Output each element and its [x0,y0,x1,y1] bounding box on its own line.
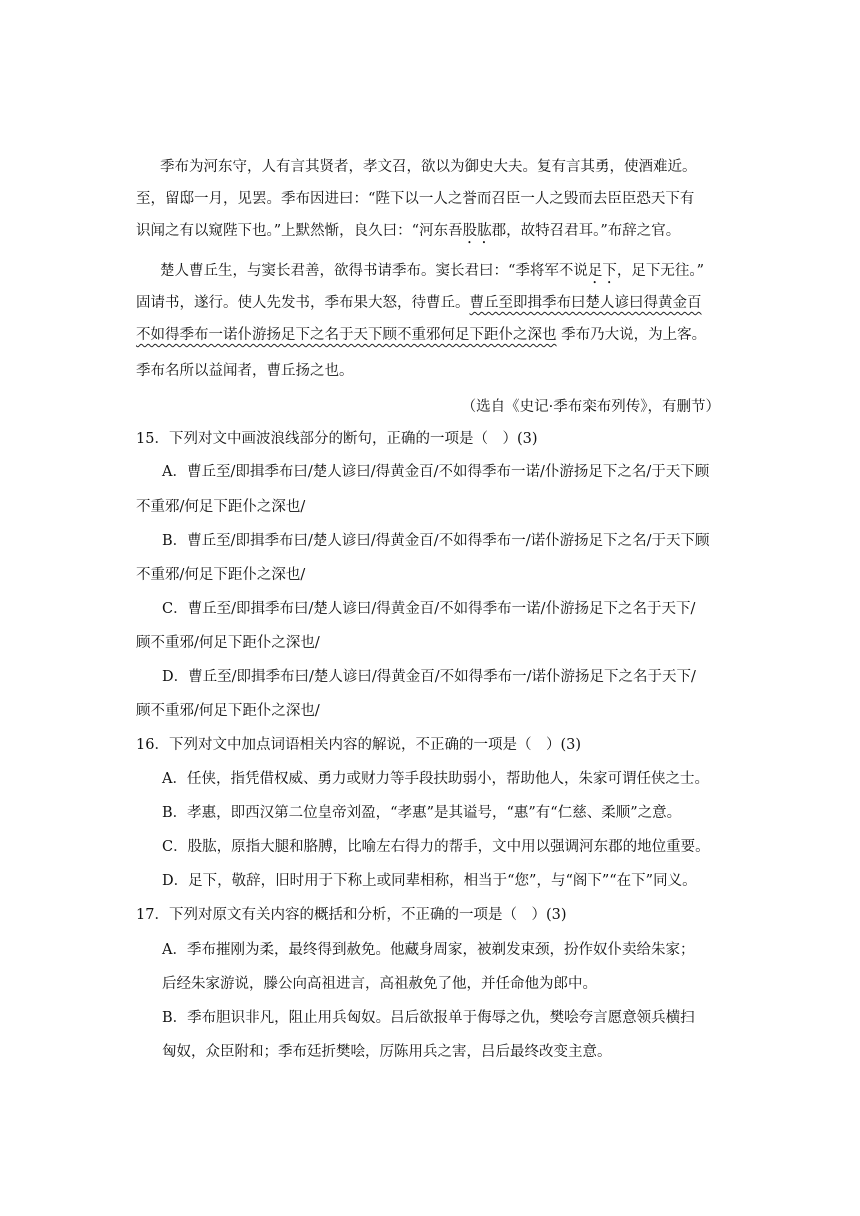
passage-line [136,221,680,247]
option-a: A．任侠，指凭借权威、勇力或财力等手段扶助弱小，帮助他人，朱家可谓任侠之士。 [162,771,709,787]
passage-line: 至，留邸一月，见罢。季布因进曰：“陛下以一人之誉而召臣一人之毁而去臣臣恐天下有 [136,191,695,207]
question-stem: 17．下列对原文有关内容的概括和分析，不正确的一项是（ ）(3) [136,907,567,923]
passage-line [136,325,706,345]
option-a: A．季布摧刚为柔，最终得到赦免。他藏身周家，被剃发束颈，扮作奴仆卖给朱家； [162,942,695,958]
source-citation: （选自《史记·季布栾布列传》，有删节） [461,399,720,415]
question-stem: 15．下列对文中画波浪线部分的断句，正确的一项是（ ）(3) [136,431,538,447]
option-b: B．曹丘至/即揖季布曰/楚人谚曰/得黄金百/不如得季布一/诺仆游扬足下之名/于天下顾 [162,533,710,549]
option-b: B．孝惠，即西汉第二位皇帝刘盈，“孝惠”是其谥号，“惠”有“仁慈、柔顺”之意。 [162,805,682,821]
question-stem: 16．下列对文中加点词语相关内容的解说，不正确的一项是（ ）(3) [136,737,581,753]
text-segment: 楚人曹丘生，与窦长君善，欲得书请季布。窦长君曰：“季将军不说 [160,263,588,279]
text-segment: 郡，故特召君耳。”布辞之官。 [491,223,681,239]
passage-line: 季布为河东守，人有言其贤者，孝文召，欲以为御史大夫。复有言其勇，使酒难近。 [160,159,697,175]
passage-line: 季布名所以益闻者，曹丘扬之也。 [136,363,354,379]
option-a-cont: 后经朱家游说，滕公向高祖进言，高祖赦免了他，并任命他为郎中。 [162,976,597,992]
option-b: B．季布胆识非凡，阻止用兵匈奴。吕后欲报单于侮辱之仇，樊哙夸言愿意领兵横扫 [162,1010,695,1026]
text-segment: 识闻之有以窥陛下也。”上默然惭，良久曰：“河东吾 [136,223,463,239]
text-segment: 季布乃大说，为上客。 [561,327,707,343]
wavy-underlined-text: 曹丘至即揖季布曰楚人谚曰得黄金百 [469,295,702,311]
dotted-word: 足下 [587,263,617,279]
dotted-word: 股肱 [462,223,492,239]
text-segment: ，足下无往。” [616,263,705,279]
option-d: D．曹丘至/即揖季布曰/楚人谚曰/得黄金百/不如得季布一/诺仆游扬足下之名于天下/ [162,669,696,685]
option-a: A．曹丘至/即揖季布曰/楚人谚曰/得黄金百/不如得季布一诺/仆游扬足下之名/于天下顾 [162,464,710,480]
passage-line [160,261,704,287]
option-a-cont: 不重邪/何足下距仆之深也/ [136,499,306,515]
option-c-cont: 顾不重邪/何足下距仆之深也/ [136,635,320,651]
option-b-cont: 不重邪/何足下距仆之深也/ [136,567,306,583]
passage-line [136,293,702,313]
option-d: D．足下，敬辞，旧时用于下称上或同辈相称，相当于“您”，与“阁下”“在下”同义。 [162,873,697,889]
option-d-cont: 顾不重邪/何足下距仆之深也/ [136,703,320,719]
option-c: C．股肱，原指大腿和胳膊，比喻左右得力的帮手，文中用以强调河东郡的地位重要。 [162,839,710,855]
option-c: C．曹丘至/即揖季布曰/楚人谚曰/得黄金百/不如得季布一诺/仆游扬足下之名于天下/ [162,601,696,617]
wavy-underlined-text: 不如得季布一诺仆游扬足下之名于天下顾不重邪何足下距仆之深也 [136,327,557,343]
option-b-cont: 匈奴，众臣附和；季布廷折樊哙，厉陈用兵之害，吕后最终改变主意。 [162,1044,612,1060]
text-segment: 固请书，遂行。使人先发书，季布果大怒，待曹丘。 [136,295,470,311]
